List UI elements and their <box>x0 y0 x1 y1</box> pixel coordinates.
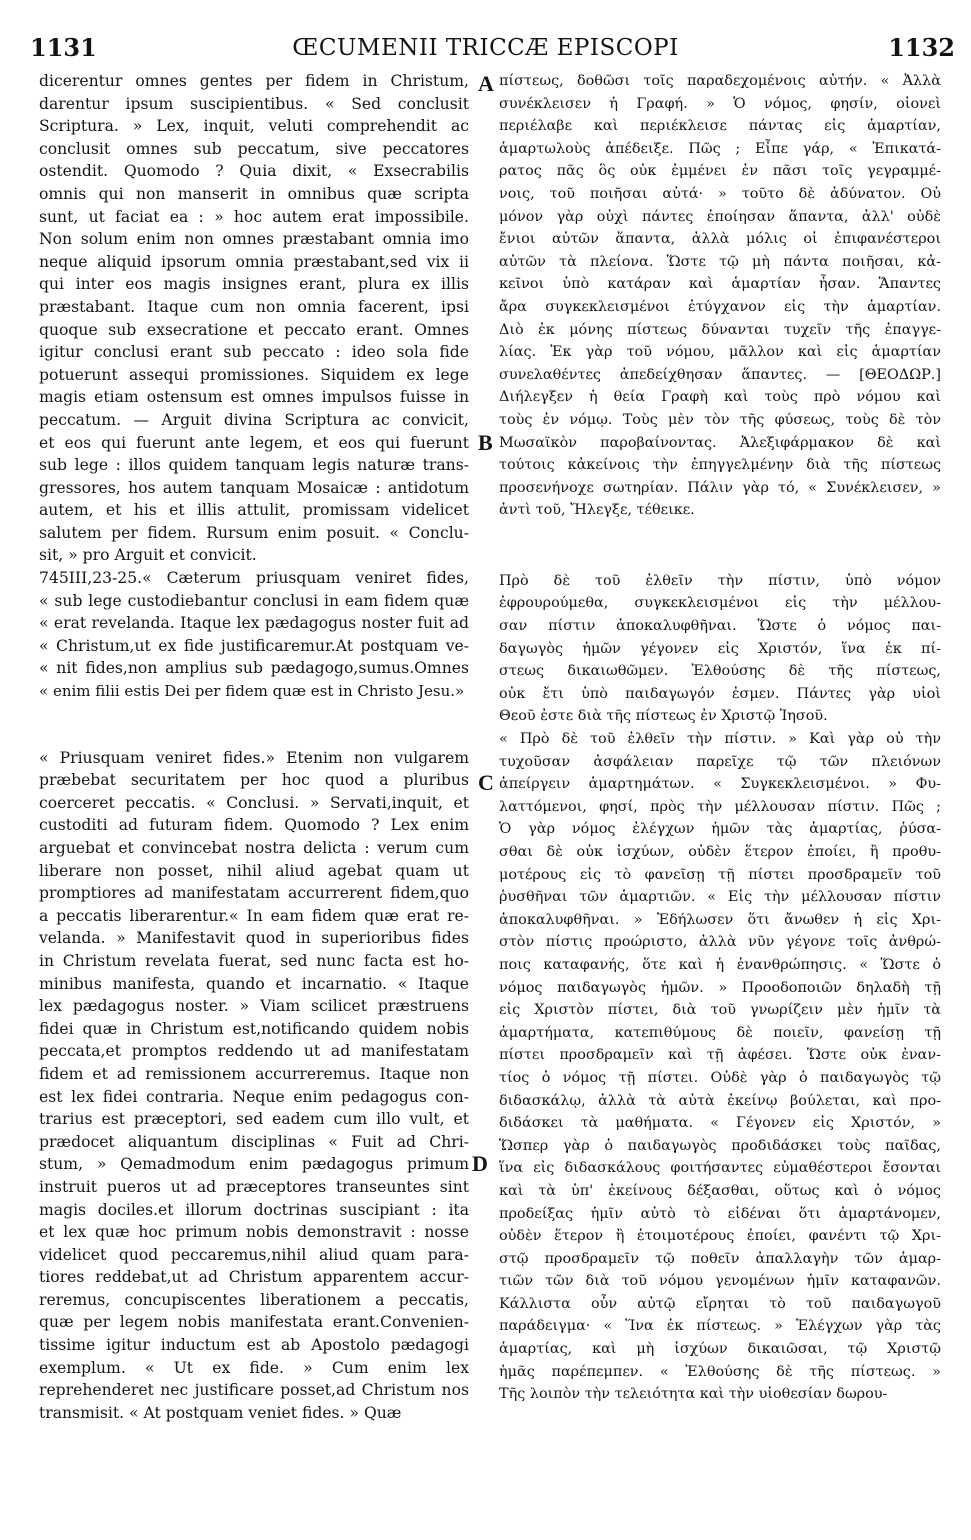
latin-text-line: Scriptura. » Lex, inquit, veluti comprehendit ac <box>39 117 469 136</box>
greek-text-line: νόμος παιδαγωγὸς ἡμῶν. » Προοδοποιῶν δηλαδὴ τῇ <box>499 979 941 996</box>
greek-text-line: Ὁ γὰρ νόμος ἐλέγχων ἡμῶν τὰς ἁμαρτίας, ῥύσα- <box>499 821 941 838</box>
latin-text-line: præbebat securitatem per hoc quod a pluribus <box>39 771 469 790</box>
latin-text-line: lex pædagogus noster. » Viam scilicet præstruens <box>39 997 469 1016</box>
greek-text-line: ἁμαρτίας, καὶ μὴ ἰσχύων δικαιῶσαι, τῷ Χριστῷ <box>499 1341 941 1358</box>
latin-text-line: autem, et his et illis attulit, promissam videlicet <box>39 501 469 520</box>
greek-text-line: λαττόμενοι, φησί, πρὸς τὴν μέλλουσαν πίστιν. Πῶς ; <box>499 798 941 815</box>
latin-text-line: igitur conclusi erant sub peccato : ideo sola fide <box>39 343 469 362</box>
greek-column <box>499 70 941 1406</box>
greek-text-line: Διὸ ἐκ μόνης πίστεως δύνανται τυχεῖν τῆς ἐπαγγε- <box>499 321 941 338</box>
latin-text-line: fidei quæ in Christum est,notificando quidem nobis <box>39 1019 469 1038</box>
greek-text-line: τίος ὁ νόμος τῇ πίστει. Οὐδὲ γὰρ ὁ παιδαγωγὸς τῷ <box>499 1069 941 1086</box>
latin-text-line: magis etiam ostensum est omnes impulsos fuisse in <box>39 388 469 407</box>
latin-text-line: peccata,et promptos reddendo ut ad manifestatam <box>39 1042 469 1061</box>
greek-text-line: ποις καταφανής, ὅτε καὶ ἡ ἐνανθρώπησις. « Ὥστε ὁ <box>499 956 941 973</box>
running-title: ŒCUMENII TRICCÆ EPISCOPI <box>292 35 679 61</box>
greek-text-line: διδάσκει τὰ μαθήματα. « Γέγονεν εἰς Χριστόν, » <box>499 1115 941 1132</box>
page-number-left: 1131 <box>30 33 97 62</box>
greek-text-line: ῥυσθῆναι τῶν ἁμαρτιῶν. « Εἰς τὴν μέλλουσαν πίστιν <box>499 889 941 906</box>
greek-text-line: σθαι δὲ οὐκ ἰσχύων, οὐδὲν ἕτερον ἐποίει, ἢ προθυ- <box>499 844 941 860</box>
latin-text-line: tissime igitur inductum est ab Apostolo pædagogi <box>39 1336 469 1355</box>
greek-text-line: σαν πίστιν ἀποκαλυφθῆναι. Ὥστε ὁ νόμος παι- <box>499 618 941 635</box>
latin-text-line: a peccatis liberarentur.« In eam fidem quæ erat re- <box>39 906 469 925</box>
latin-text-line: est lex fidei contraria. Neque enim pedagogus con- <box>39 1087 469 1106</box>
greek-text-line: στὸν πίστις προώριστο, ἀλλὰ νῦν γέγονε τοῖς ἀνθρώ- <box>499 934 941 951</box>
latin-text-line: trarius est præceptori, sed eadem cum illo vult, et <box>39 1110 469 1129</box>
latin-text-block-gap <box>39 703 469 747</box>
latin-text-line: fidem et ad remissionem accurreremus. Itaque non <box>39 1064 469 1083</box>
greek-text-line: λίας. Ἐκ γὰρ τοῦ νόμου, μᾶλλον καὶ εἰς ἁμαρτίαν <box>499 344 941 361</box>
margin-letter-c: C <box>478 770 494 795</box>
greek-text-line: ἄρα συγκεκλεισμένοι ἐτύγχανον εἰς τὴν ἁμαρτίαν. <box>499 298 941 315</box>
greek-text-line: ρατος πᾶς ὃς οὐκ ἐμμένει ἐν πᾶσι τοῖς γεγραμμέ- <box>499 163 941 180</box>
greek-text-line: πίστει προσδραμεῖν καὶ τῇ ἀφέσει. Ὥστε οὐκ ἐναν- <box>499 1047 941 1064</box>
greek-text-line: ἁμαρτήματα, κατεπιθύμους δὲ ποιεῖν, φανείσῃ τῇ <box>499 1024 941 1041</box>
latin-text-line: qui inter eos magis insignes erant, plura ex illis <box>39 275 469 294</box>
latin-text-line: conclusit omnes sub peccatum, sive peccatores <box>39 139 469 158</box>
latin-text-line: ostendit. Quomodo ? Quia dixit, « Exsecrabilis <box>39 162 469 181</box>
greek-text-line: ἁμαρτωλοὺς ἀπέδειξε. Πῶς ; Εἶπε γάρ, « Ἐπικατά- <box>499 140 941 157</box>
latin-text-line: reremus, concupiscentes liberationem a peccatis, <box>39 1290 469 1309</box>
latin-text-line: « Christum,ut ex fide justificaremur.At postquam ve- <box>39 636 469 655</box>
latin-text-line: custoditi ad futuram fidem. Quomodo ? Lex enim <box>39 816 469 835</box>
latin-text-line: sunt, ut faciat ea : » hoc autem erat impossibile. <box>39 207 469 226</box>
latin-text-line: « nit fides,non amplius sub pædagogo,sumus.Omnes <box>39 659 469 678</box>
greek-text-line: προσενήνοχε σωτηρίαν. Πάλιν γὰρ τό, « Συνέκλεισεν, » <box>499 479 941 496</box>
latin-text-line: videlicet quod peccaremus,nihil aliud quam para- <box>39 1245 469 1264</box>
latin-text-line: prædocet aliquantum disciplinas « Fuit ad Chri- <box>39 1132 469 1151</box>
latin-text-line: « sub lege custodiebantur conclusi in eam fidem quæ <box>39 591 469 610</box>
greek-text-line: ἔνιοι αὐτῶν ἅπαντα, ἀλλὰ μόλις οἱ ἐπιφανέστεροι <box>499 231 941 248</box>
latin-text-line: arguebat et convincebat nostra delicta : verum cum <box>39 839 469 857</box>
latin-text-line: « erat revelanda. Itaque lex pædagogus noster fuit ad <box>39 614 469 633</box>
latin-text-line: velanda. » Manifestavit quod in superioribus fides <box>39 929 469 948</box>
greek-text-line: καὶ τὰ ὑπ' ἐκείνους δέξασθαι, οὕτως καὶ ὁ νόμος <box>499 1182 941 1199</box>
latin-text-line: et eos qui fuerunt ante legem, et eos qui fuerunt <box>39 433 469 452</box>
greek-text-line: ἐφρουρούμεθα, συγκεκλεισμένοι εἰς τὴν μέλλου- <box>499 595 941 612</box>
greek-text-line: παράδειγμα· « Ἵνα ἐκ πίστεως. » Ἐλέγχων γὰρ τὰς <box>499 1318 941 1335</box>
greek-text-line: « Πρὸ δὲ τοῦ ἐλθεῖν τὴν πίστιν. » Καὶ γὰρ οὐ τὴν <box>499 731 941 748</box>
greek-text-line: Κάλλιστα οὖν αὐτῷ εἴρηται τὸ τοῦ παιδαγωγοῦ <box>499 1295 941 1312</box>
greek-text-line: οὐδὲν ἕτερον ἢ ἑτοιμοτέρους ἐποίει, φανέντι τῷ Χρι- <box>499 1228 941 1245</box>
greek-text-line: τούτοις κἀκείνοις τὴν ἐπηγγελμένην διὰ τῆς πίστεως <box>499 457 941 474</box>
greek-text-line: κεῖνοι ὑπὸ κατάραν καὶ ἁμαρτίαν ἦσαν. Ἅπαντες <box>499 276 941 293</box>
latin-text-line: instruit pueros ut ad præceptores transeuntes sint <box>39 1177 469 1196</box>
latin-text-line: Non solum enim non omnes præstabant omnia imo <box>39 230 469 249</box>
greek-text-line: προδείξας ἡμῖν αὐτὸ τὸ εἰδέναι ὅτι ἁμαρτάνομεν, <box>499 1205 941 1222</box>
greek-text-line: συνέκλεισεν ἡ Γραφή. » Ὁ νόμος, φησίν, οἱονεὶ <box>499 95 941 112</box>
latin-text-line: coerceret peccatis. « Conclusi. » Servati,inquit, et <box>39 793 469 812</box>
greek-text-line: τοὺς ἐν νόμῳ. Τοὺς μὲν τὸν τῆς φύσεως, τοὺς δὲ τὸν <box>499 411 941 428</box>
latin-text-line: « Priusquam veniret fides.» Etenim non vulgarem <box>39 748 469 767</box>
latin-text-line: tiores reddebat,ut ad Christum apparentem accur- <box>39 1268 469 1287</box>
greek-text-line: ἀντὶ τοῦ, Ἤλεγξε, τέθεικε. <box>499 502 695 519</box>
greek-text-line: Ὥσπερ γὰρ ὁ παιδαγωγὸς προδιδάσκει τοὺς παῖδας, <box>499 1137 941 1154</box>
latin-text-line: in Christum revelata fuerat, sed nunc facta est ho- <box>39 951 469 970</box>
greek-text-line: Τῆς λοιπὸν τὴν τελειότητα καὶ τὴν υἱοθεσίαν δωρου- <box>499 1386 888 1403</box>
greek-text-line: ἀποκαλυφθῆναι. » Ἐδήλωσεν ὅτι ἄνωθεν ἡ εἰς Χρι- <box>499 911 941 928</box>
greek-text-line: ἡμᾶς παρέπεμπεν. « Ἐλθούσης δὲ τῆς πίστεως. » <box>499 1363 941 1380</box>
latin-text-line: peccatum. — Arguit divina Scriptura ac convicit, <box>39 410 469 429</box>
greek-text-line: μοτέρους εἰς τὸ φανεῖσῃ τῇ πίστει προσδραμεῖν τοῦ <box>499 866 941 883</box>
latin-text-line: gressores, hos autem tanquam Mosaicæ : antidotum <box>39 478 469 497</box>
greek-text-line: Πρὸ δὲ τοῦ ἐλθεῖν τὴν πίστιν, ὑπὸ νόμον <box>499 572 941 589</box>
greek-text-line: Θεοῦ ἐστε διὰ τῆς πίστεως ἐν Χριστῷ Ἰησοῦ. <box>499 708 828 725</box>
greek-text-line: στῷ προσδραμεῖν τῷ ποθεῖν ἀπαλλαγὴν τῶν ἁμαρ- <box>499 1250 941 1267</box>
latin-text-line: magis dociles.et illorum doctrinas suscipiant : ita <box>39 1200 469 1219</box>
latin-text-line: sit, » pro Arguit et convicit. <box>39 546 257 565</box>
latin-text-line: minibus manifesta, quando et incarnatio. « Itaque <box>39 974 469 993</box>
greek-text-line: περιέλαβε καὶ περιέκλεισε πάντας εἰς ἁμαρτίαν, <box>499 118 941 135</box>
margin-letter-a: A <box>478 71 494 96</box>
greek-text-line: στεως δικαιωθῶμεν. Ἐλθούσης δὲ τῆς πίστεως, <box>499 663 941 680</box>
latin-text-line: transmisit. « At postquam veniet fides. » Quæ <box>39 1403 402 1422</box>
latin-text-line: dicerentur omnes gentes per fidem in Christum, <box>39 72 469 90</box>
greek-text-line: δαγωγὸς ἡμῶν γέγονεν εἰς Χριστόν, ἵνα ἐκ πί- <box>499 640 941 657</box>
greek-text-line: συνελαθέντες ἀπεδείχθησαν ἅπαντες. — [ΘΕΟΔΩΡ.] <box>499 366 941 383</box>
greek-text-line: εἰς Χριστὸν πίστει, διὰ τοῦ γνωρίζειν μὲν ἡμῖν τὰ <box>499 1002 941 1019</box>
page-number-right: 1132 <box>888 33 955 62</box>
margin-letter-d: D <box>472 1151 488 1176</box>
latin-text-line: quoque sub exsecratione et peccato erant. Omnes <box>39 320 469 339</box>
greek-text-line: νοις, τοῦ ποιῆσαι αὐτά· » τοῦτο δὲ ἀδύνατον. Οὐ <box>499 185 941 202</box>
greek-text-line: διδασκάλῳ, ἀλλὰ τὰ αὐτὰ ἐκείνῳ βούλεται, καὶ προ- <box>499 1092 941 1109</box>
latin-text-line: stum, » Qemadmodum enim pædagogus primum <box>39 1155 469 1174</box>
latin-text-line: et lex quæ hoc primum nobis demonstravit : nosse <box>39 1223 469 1242</box>
latin-text-line: 745III,23-25.« Cæterum priusquam veniret fides, <box>39 569 469 588</box>
greek-text-line: Διήλεγξεν ἡ θεία Γραφὴ καὶ τοὺς πρὸ νόμου καὶ <box>499 389 941 406</box>
greek-text-line: οὐκ ἔτι ὑπὸ παιδαγωγόν ἐσμεν. Πάντες γὰρ υἱοὶ <box>499 685 941 702</box>
latin-text-line: liberare non posset, nihil aliud agebat quam ut <box>39 861 469 880</box>
latin-text-line: exemplum. « Ut ex fide. » Cum enim lex <box>39 1358 469 1377</box>
greek-text-line: πίστεως, δοθῶσι τοῖς παραδεχομένοις αὐτήν. « Ἀλλὰ <box>499 73 941 89</box>
margin-letter-b: B <box>478 430 493 455</box>
greek-text-line: αὐτῶν τὰ πλείονα. Ὥστε τῷ μὴ πάντα ποιῆσαι, κἀ- <box>499 253 941 270</box>
latin-text-line: promptiores ad manifestatam accurrerent fidem,quo <box>39 884 469 903</box>
latin-text-line: omnis qui non manserit in omnibus quæ scripta <box>39 184 469 203</box>
latin-text-line: sub lege : illos quidem tanquam legis naturæ trans- <box>39 456 469 475</box>
latin-text-line: « enim filii estis Dei per fidem quæ est in Christo Jesu.» <box>39 682 465 701</box>
latin-text-line: neque aliquid ipsorum omnia præstabant,sed vix ii <box>39 252 469 271</box>
greek-text-block-gap <box>499 522 941 570</box>
latin-text-line: præstabant. Itaque cum non omnia facerent, ipsi <box>39 297 469 316</box>
latin-text-line: potuerunt assequi promissiones. Siquidem ex lege <box>39 365 469 384</box>
latin-text-line: reprehenderet nec justificare posset,ad Christum nos <box>39 1381 469 1400</box>
greek-text-line: ἵνα εἰς διδασκάλους φοιτήσαντες εὐμαθέστεροι ἔσονται <box>499 1160 941 1177</box>
latin-text-line: salutem per fidem. Rursum enim posuit. « Conclu- <box>39 523 469 542</box>
greek-text-line: τυχοῦσαν ἀσφάλειαν παρεῖχε τῷ τῶν πλειόνων <box>499 753 941 770</box>
greek-text-line: τιῶν τῶν διὰ τοῦ νόμου γενομένων ἡμῖν καταφανῶν. <box>499 1273 941 1290</box>
greek-text-line: μόνον γὰρ οὐχὶ πάντες ἐποίησαν ἅπαντα, ἀλλ' οὐδὲ <box>499 208 941 225</box>
latin-column <box>39 70 469 1424</box>
latin-text-line: quæ per legem nobis manifestata erant.Convenien- <box>39 1313 469 1332</box>
greek-text-line: Μωσαϊκὸν παροβαίνοντας. Ἀλεξιφάρμακον δὲ καὶ <box>499 434 941 451</box>
greek-text-line: ἀπείργειν ἁμαρτημάτων. « Συγκεκλεισμένοι. » Φυ- <box>499 776 941 793</box>
latin-text-line: darentur ipsum suscipientibus. « Sed conclusit <box>39 94 469 113</box>
